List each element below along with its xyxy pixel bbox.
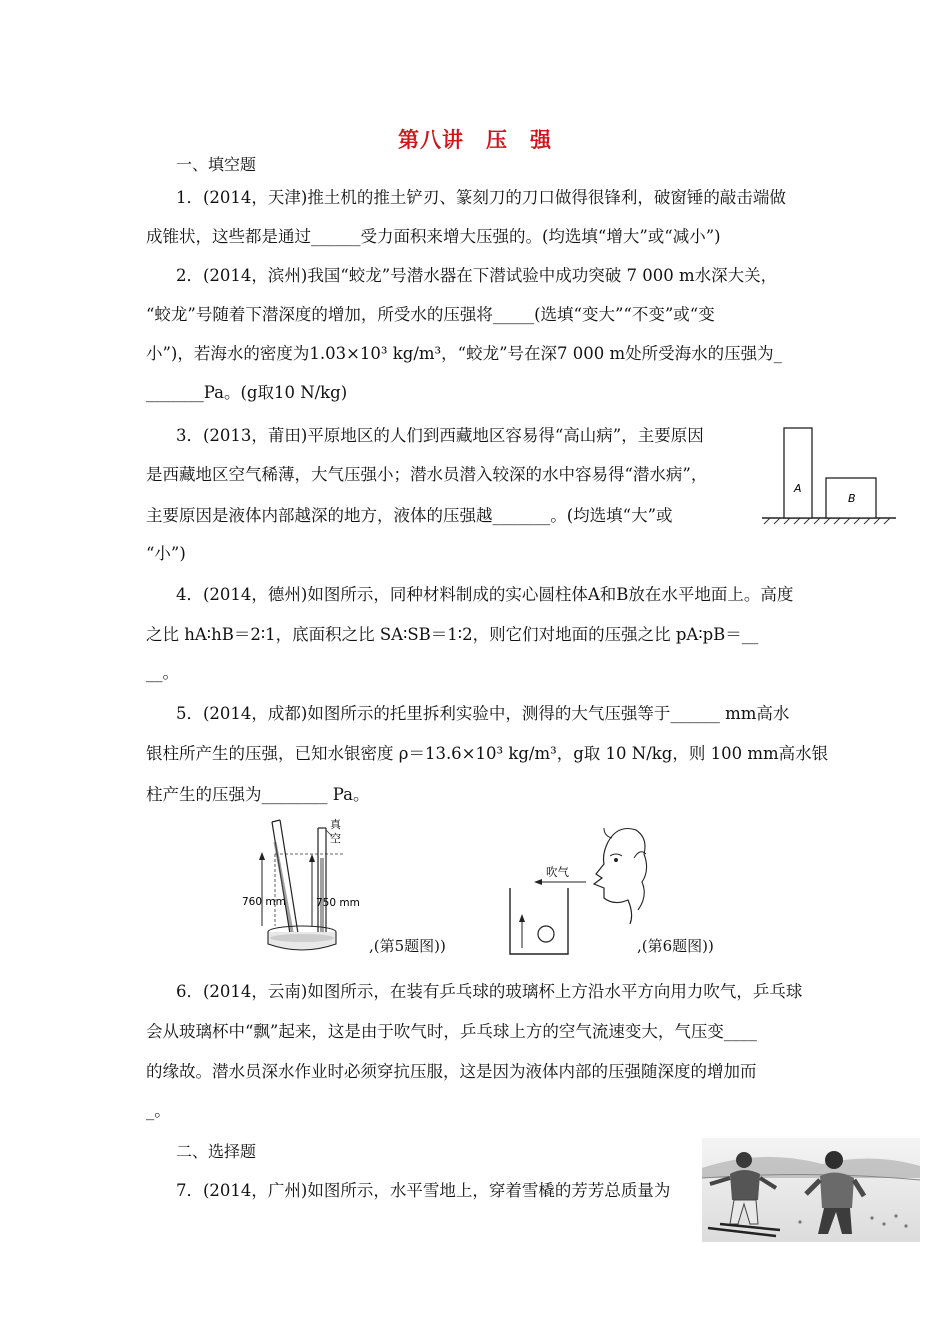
ping-pong-ball [538, 926, 554, 942]
question-5-line-3: 柱产生的压强为________ Pa。 [146, 785, 370, 804]
question-5-line-2: 银柱所产生的压强，已知水银密度 ρ＝13.6×10³ kg/m³，g取 10 N/kg，则 100 mm高水银 [146, 744, 829, 763]
blowing-ping-pong-figure [500, 818, 650, 960]
question-2-line-1: 2．(2014，滨州)我国“蛟龙”号潜水器在下潜试验中成功突破 7 000 m水深大关， [176, 266, 778, 285]
question-5-line-1: 5．(2014，成都)如图所示的托里拆利实验中，测得的大气压强等于______ mm高水 [176, 704, 790, 723]
question-3-line-1: 3．(2013，莆田)平原地区的人们到西藏地区容易得“高山病”，主要原因 [176, 426, 704, 445]
question-3-line-4: “小”) [146, 544, 186, 563]
question-2-line-3: 小”)，若海水的密度为1.03×10³ kg/m³，“蛟龙”号在深7 000 m处所受海水的压强为_ [146, 344, 782, 363]
question-2-line-4: _______Pa。(g取10 N/kg) [146, 383, 348, 402]
question-4-line-2: 之比 hA∶hB＝2∶1，底面积之比 SA∶SB＝1∶2，则它们对地面的压强之比 pA∶pB＝__ [146, 625, 759, 644]
question-6-line-3: 的缘故。潜水员深水作业时必须穿抗压服，这是因为液体内部的压强随深度的增加而 [146, 1062, 757, 1081]
question-6-line-1: 6．(2014，云南)如图所示，在装有乒乓球的玻璃杯上方沿水平方向用力吹气，乒乓球 [176, 982, 803, 1001]
figure-6-caption: ,(第6题图)) [637, 937, 714, 955]
section-fill-in-heading: 一、填空题 [176, 155, 257, 174]
snow-skiers-figure [702, 1138, 920, 1242]
cylinder-b-label: B [848, 492, 856, 505]
height-750-label: 750 mm [316, 897, 360, 909]
question-4-line-1: 4．(2014，德州)如图所示，同种材料制成的实心圆柱体A和B放在水平地面上。高度 [176, 585, 794, 604]
height-760-label: 760 mm [242, 896, 286, 908]
vacuum-label-bottom: 空 [330, 832, 341, 845]
question-1-line-2: 成锥状，这些都是通过______受力面积来增大压强的。(均选填“增大”或“减小”) [146, 227, 721, 246]
blow-label: 吹气 [546, 865, 569, 879]
question-7-line-1: 7．(2014，广州)如图所示，水平雪地上，穿着雪橇的芳芳总质量为 [176, 1181, 671, 1200]
question-2-line-2: “蛟龙”号随着下潜深度的增加，所受水的压强将_____(选填“变大”“不变”或“变 [146, 305, 715, 324]
question-6-line-4: _。 [146, 1101, 171, 1120]
question-3-line-2: 是西藏地区空气稀薄，大气压强小；潜水员潜入较深的水中容易得“潜水病”， [146, 465, 708, 484]
torricelli-figure [240, 814, 362, 956]
question-3-line-3: 主要原因是液体内部越深的地方，液体的压强越_______。(均选填“大”或 [146, 506, 673, 525]
cylinder-a [784, 428, 812, 518]
page-title: 第八讲 压 强 [398, 128, 552, 152]
section-choice-heading: 二、选择题 [176, 1142, 257, 1161]
vacuum-label-top: 真 [330, 818, 341, 831]
cylinder-a-label: A [794, 482, 802, 495]
cylinders-a-b-figure [758, 420, 900, 530]
figure-5-caption: ,(第5题图)) [369, 937, 446, 955]
question-6-line-2: 会从玻璃杯中“飘”起来，这是由于吹气时，乒乓球上方的空气流速变大，气压变____ [146, 1022, 757, 1041]
question-1-line-1: 1．(2014，天津)推土机的推土铲刃、篆刻刀的刀口做得很锋利，破窗锤的敲击端做 [176, 188, 786, 207]
question-4-line-3: __。 [146, 663, 179, 682]
